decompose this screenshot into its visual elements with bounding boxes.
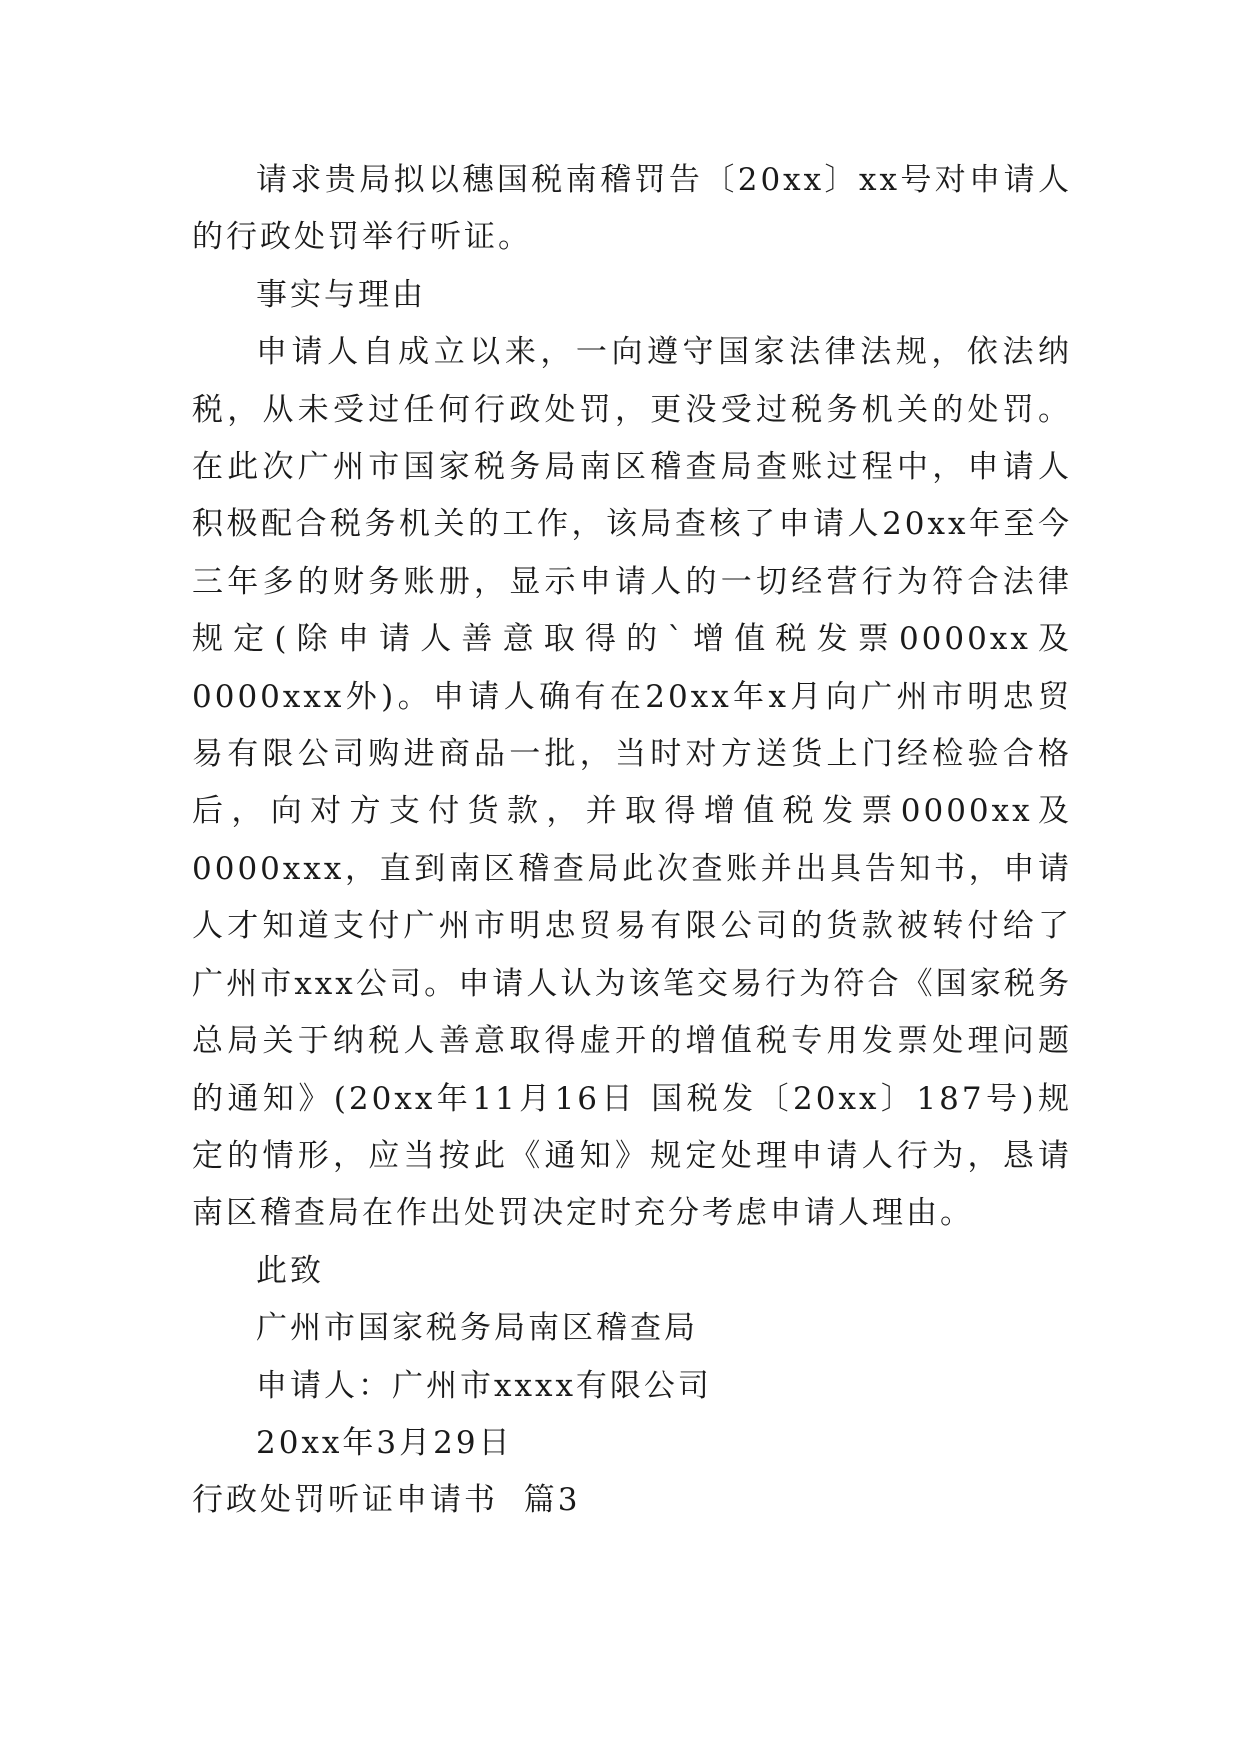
applicant-signature: 申请人：广州市xxxx有限公司 [256,1367,712,1404]
next-section-title: 行政处罚听证申请书 篇3 [192,1482,581,1519]
salutation: 此致 [256,1252,324,1289]
facts-paragraph: 申请人自成立以来，一向遵守国家法律法规，依法纳税，从未受过任何行政处罚，更没受过税务机关的处罚。在此次广州市国家税务局南区稽查局查账过程中，申请人积极配合税务机关的工作，该局查核了申请人20xx年至今三年多的财务账册，显示申请人的一切经营行为符合法律规定(除申请人善意取得的`增值税发票0000xx及0000xxx外)。申请人确有在20xx年x月向广州市明忠贸易有限公司购进商品一批，当时对方送货上门经检验合格后，向对方支付货款，并取得增值税发票0000xx及0000xxx，直到南区稽查局此次查账并出具告知书，申请人才知道支付广州市明忠贸易有限公司的货款被转付给了广州市xxx公司。申请人认为该笔交易行为符合《国家税务总局关于纳税人善意取得虚开的增值税专用发票处理问题的通知》(20xx年11月16日 国税发〔20xx〕187号)规定的情形，应当按此《通知》规定处理申请人行为，恳请南区稽查局在作出处罚决定时充分考虑申请人理由。 [192,334,1072,1232]
document-page [192,152,1072,1530]
facts-heading: 事实与理由 [256,276,426,313]
request-paragraph: 请求贵局拟以穗国税南稽罚告〔20xx〕xx号对申请人的行政处罚举行听证。 [192,162,1072,256]
recipient: 广州市国家税务局南区稽查局 [256,1310,698,1347]
date: 20xx年3月29日 [256,1424,513,1461]
